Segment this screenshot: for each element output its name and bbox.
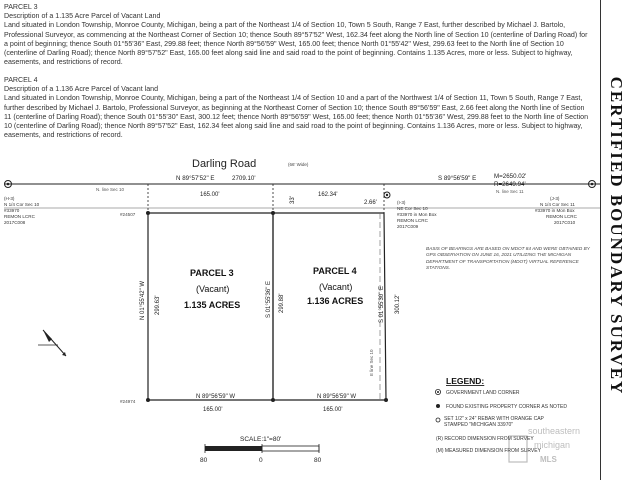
legend-item-2: SET 1/2" x 24" REBAR WITH ORANGE CAP STAMPED "MICHIGAN 33970"	[444, 416, 544, 428]
legend-title: LEGEND:	[446, 376, 485, 386]
corner-nw	[146, 211, 150, 215]
corner-mid	[384, 192, 437, 229]
dim-165-top: 165.00'	[200, 192, 220, 198]
survey-title: CERTIFIED BOUNDARY SURVEY	[607, 76, 626, 396]
corner-s-mid	[271, 398, 275, 402]
bottom-dim-right: 165.00'	[323, 407, 343, 413]
corner-mid-line4: 2017C009	[397, 224, 419, 229]
found-corner-icon	[436, 404, 440, 408]
corner-mid-line1: NE Cor Sec 10	[397, 206, 428, 211]
corner-left	[4, 181, 40, 226]
watermark-line0: southeastern	[528, 426, 581, 436]
corner-n-mid	[271, 211, 275, 215]
watermark-line2: MLS	[540, 455, 557, 464]
legend-item-0: GOVERNMENT LAND CORNER	[446, 390, 520, 396]
corner-mid-line0: (I-3)	[397, 200, 406, 205]
scale-tick-1: 0	[259, 457, 263, 464]
parcel-4-vacant: (Vacant)	[319, 282, 353, 292]
road-name: Darling Road	[192, 158, 257, 170]
corner-sw	[146, 398, 150, 402]
set-rebar-icon	[436, 418, 440, 422]
corner-mid-line2: #33970 in Mon Box	[397, 212, 437, 217]
road-width: (66' Wide)	[288, 162, 309, 167]
parcel-4-label: PARCEL 4	[313, 266, 357, 276]
corner-left-line3: REMON LCRC	[4, 214, 35, 219]
legend-item-3: (R) RECORD DIMENSION FROM SURVEY	[436, 436, 534, 442]
dim-266: 2.66'	[364, 200, 377, 206]
parcel-3-subtitle: Description of a 1.135 Acre Parcel of Vacant Land	[4, 12, 161, 21]
scale-tick-2: 80	[314, 457, 322, 464]
corner-left-line0: (H-3)	[4, 196, 15, 201]
parcel-4-subtitle: Description of a 1.136 Acre Parcel of Vacant land	[4, 85, 159, 94]
scale-bar	[205, 444, 319, 453]
corner-right-line3: REMON LCRC	[546, 214, 577, 219]
parcel-4-body: Land situated in London Township, Monroe County, Michigan, being a part of the Northeast 1/4 of Section 10 and a part of the Northwest 1/4 of Section 11, Town 5 South, Range 7 East, further described by Michael J. Bartolo, Professional Surveyor, as beginning at the Northeast Corner of Section 10; thence South 89°56'59" East, 2.66 feet along the North line of Section 11 (centerline of Darling Road); thence South 01°55'30" East, 300.12 feet; thence North 89°56'59" West, 165.00 feet; thence North 01°55'36" West, 299.88 feet to the North line of Section 10 (centerline of Darling Road); thence North 89°57'52" East, 162.34 feet along said line and said road to the point of beginning. Contains 1.136 Acres, more or less. Subject to highway, easements, and restrictions of record.	[4, 94, 589, 140]
corner-right	[535, 181, 596, 226]
basis-note: BASIS OF BEARINGS ARE BASED ON MDOT 84 AND WERE OBTAINED BY GPS OBSERVATION ON JUNE 16, 2021 UTILIZING THE MICHIGAN DEPARTMENT OF TRANSPORTATION (MDOT) VIRTUAL REFERENCE STATIONS.	[426, 246, 590, 271]
mid-distance: 299.88'	[279, 293, 285, 313]
corner-left-line4: 2017C008	[4, 220, 26, 225]
legend-item-1: FOUND EXISTING PROPERTY CORNER AS NOTED	[446, 404, 567, 410]
top-bearing-right: S 89°56'59" E	[438, 175, 477, 182]
parcel-4-acres: 1.136 ACRES	[307, 296, 364, 306]
corner-right-line0: (J-3)	[550, 196, 560, 201]
north-arrow-icon	[38, 330, 66, 356]
parcel-3-vacant: (Vacant)	[196, 284, 230, 294]
top-distance-left: 2709.10'	[232, 175, 256, 182]
parcel-3-label: PARCEL 3	[190, 268, 234, 278]
bottom-dim-left: 165.00'	[203, 407, 223, 413]
top-bearing-left: N 89°57'52" E	[176, 175, 215, 182]
parcel-3-acres: 1.135 ACRES	[184, 300, 241, 310]
north-line-sec10: N. line Sec 10	[96, 187, 125, 192]
corner-right-line1: N 1/4 Cor Sec 11	[540, 202, 575, 207]
basis-note-box	[426, 246, 600, 312]
parcel-4-heading: PARCEL 4	[4, 76, 38, 84]
scale-label: SCALE:1"=80'	[240, 436, 282, 443]
marker-left: #24507	[120, 212, 136, 217]
scale-tick-0: 80	[200, 457, 208, 464]
corner-right-line2: #33970 in Mon Box	[535, 208, 575, 213]
e-line-label: E line Sec 10	[369, 349, 374, 376]
corner-left-line1: N 1/4 Cor Sec 10	[4, 202, 40, 207]
m-value: M=2650.02'	[494, 173, 527, 180]
bottom-bearing-left: N 89°56'59" W	[196, 394, 236, 400]
mid-bearing: S 01°55'36" E	[266, 280, 272, 318]
title-sidebar	[600, 0, 629, 480]
legend-item-4: (M) MEASURED DIMENSION FROM SURVEY	[436, 448, 541, 454]
corner-mid-line3: REMON LCRC	[397, 218, 428, 223]
north-line-sec11: N. line Sec 11	[496, 189, 524, 194]
parcel-3-body: Land situated in London Township, Monroe County, Michigan, being a part of the Northeast 1/4 of Section 10, Town 5 South, Range 7 East, further described by Michael J. Bartolo, Professional Surveyor, as commencing at the Northeast Corner of Section 10; thence South 89°57'52" West, 162.34 feet along the North line of Section 10 (centerline of Darling Road) for a point of beginning; thence South 01°55'36" East, 299.88 feet; thence North 89°56'59" West, 165.00 feet; thence North 01°55'42" West, 299.63 feet to the North line of Section 10 (centerline of Darling Road); thence North 89°57'52" East, 165.00 feet along said line and said road to the point of beginning. Contains 1.135 Acres, more or less. Subject to highway, easements, and restrictions of record.	[4, 21, 588, 67]
parcel-3-heading: PARCEL 3	[4, 3, 38, 11]
dim-33: 33'	[290, 196, 296, 204]
west-bearing: N 01°55'42" W	[140, 280, 146, 320]
dim-162: 162.34'	[318, 192, 338, 198]
bottom-bearing-right: N 89°56'59" W	[317, 394, 357, 400]
r-value: R=2649.94'	[494, 181, 526, 188]
corner-se	[384, 398, 388, 402]
west-distance: 299.63'	[155, 295, 161, 315]
corner-left-line2: #33970	[4, 208, 20, 213]
corner-right-line4: 2017C010	[554, 220, 576, 225]
east-distance: 300.12'	[395, 294, 401, 314]
east-bearing: S 01°55'30" E	[379, 285, 385, 323]
marker-bottom: #24974	[120, 399, 136, 404]
watermark-line1: michigan	[534, 440, 571, 450]
